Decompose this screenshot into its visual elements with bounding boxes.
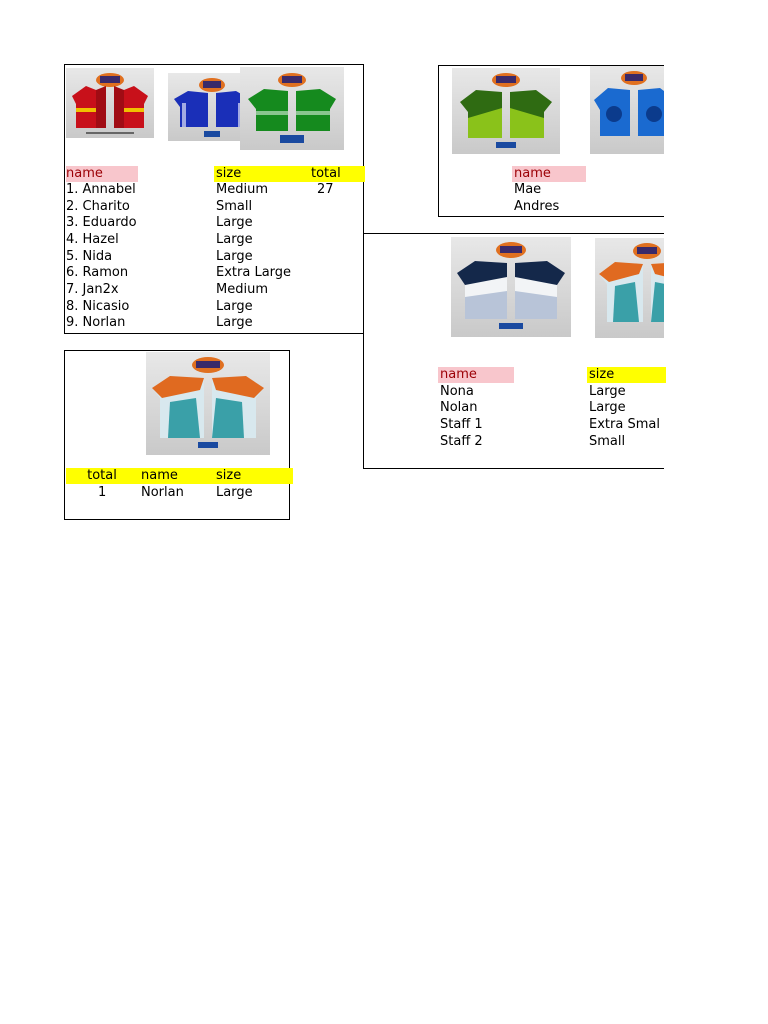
teal-jersey-graphic-1 — [595, 238, 664, 338]
table1-row-size: Large — [216, 249, 253, 264]
table3-row-name: Nolan — [440, 400, 478, 415]
table3-row-size: Large — [589, 400, 626, 415]
ocean-jersey-photo — [590, 66, 664, 154]
teal-jersey-photo — [595, 238, 664, 338]
table3-row-name: Staff 2 — [440, 434, 483, 449]
red-jersey-photo — [66, 68, 154, 138]
table1-row-size: Large — [216, 299, 253, 314]
table1-row-name: 4. Hazel — [66, 232, 119, 247]
table1-row-size: Small — [216, 199, 253, 214]
table4-row-name: Norlan — [141, 485, 184, 500]
table4-header-name: name — [138, 468, 215, 484]
table1-row-size: Large — [216, 215, 253, 230]
table3-row-size: Extra Smal — [589, 417, 660, 432]
ocean-jersey-clip — [590, 66, 664, 156]
table2-row-name: Andres — [514, 199, 560, 214]
table4-row-size: Large — [216, 485, 253, 500]
table3-row-size: Large — [589, 384, 626, 399]
table1-row-name: 7. Jan2x — [66, 282, 119, 297]
table3-size-clip — [589, 417, 664, 433]
table1-row-size: Medium — [216, 282, 268, 297]
table1-row-name: 6. Ramon — [66, 265, 129, 280]
table1-row-size: Medium — [216, 182, 268, 197]
table1-row-size: Large — [216, 315, 253, 330]
teal-jersey-photo-2 — [146, 352, 270, 455]
table2-row-name: Mae — [514, 182, 542, 197]
table1-row-name: 3. Eduardo — [66, 215, 137, 230]
table3-row-name: Staff 1 — [440, 417, 483, 432]
table1-row-name: 9. Norlan — [66, 315, 126, 330]
ocean-jersey-graphic — [590, 66, 664, 154]
teal-jersey-clip — [595, 238, 664, 340]
table1-row-name: 1. Annabel — [66, 182, 136, 197]
table1-row-size: Extra Large — [216, 265, 292, 280]
lime-jersey-photo — [452, 68, 560, 154]
lime-jersey-graphic — [452, 68, 560, 154]
table1-row-size: Large — [216, 232, 253, 247]
green-jersey-photo — [240, 67, 344, 150]
table1-total-value: 27 — [317, 182, 334, 197]
navy-jersey-graphic — [451, 237, 571, 337]
table1-header-total: total — [308, 166, 365, 182]
table3-row-name: Nona — [440, 384, 474, 399]
navy-jersey-photo — [451, 237, 571, 337]
table1-header-name: name — [66, 166, 138, 182]
table3-row-size: Small — [589, 434, 626, 449]
red-jersey-graphic — [66, 68, 154, 138]
teal-jersey-graphic-2 — [146, 352, 270, 455]
table3-header-name: name — [438, 367, 514, 383]
table4-header-total: total — [66, 468, 138, 484]
table2-header-name: name — [512, 166, 586, 182]
table1-row-name: 8. Nicasio — [66, 299, 130, 314]
green-jersey-graphic — [240, 67, 344, 150]
table3-header-size: size — [587, 367, 666, 383]
table1-row-name: 2. Charito — [66, 199, 130, 214]
table4-row-total: 1 — [98, 485, 107, 500]
table1-header-size: size — [214, 166, 310, 182]
table1-row-name: 5. Nida — [66, 249, 113, 264]
table4-header-size: size — [212, 468, 293, 484]
